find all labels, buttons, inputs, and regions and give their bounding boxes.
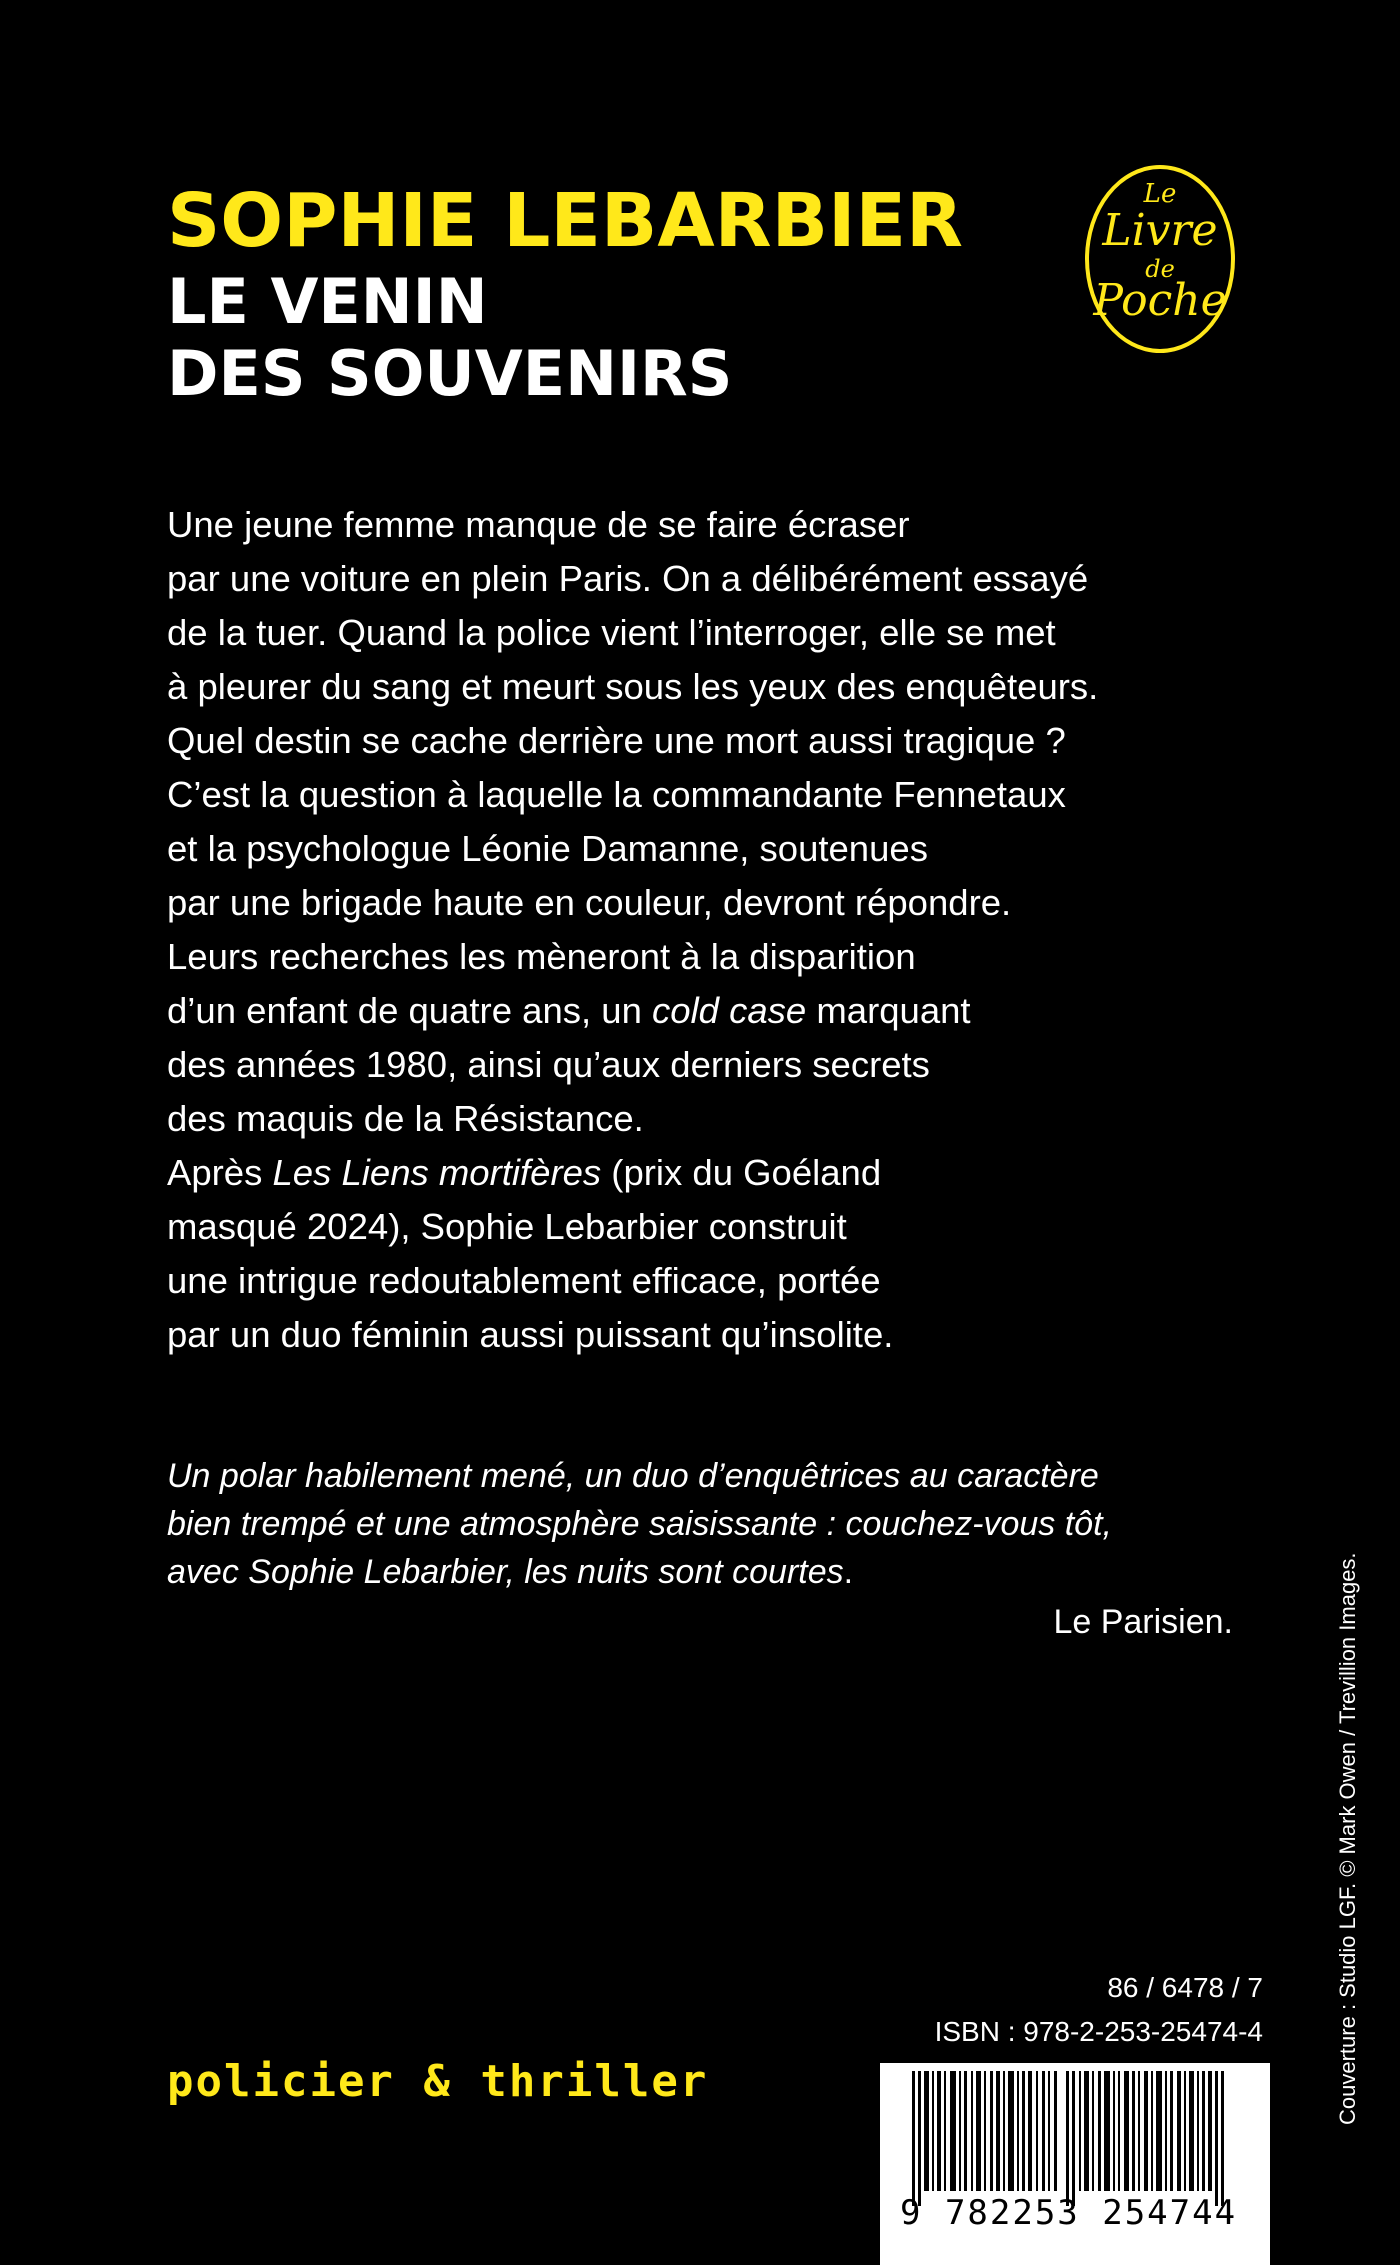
quote-text: avec Sophie Lebarbier, les nuits sont courtes <box>167 1553 844 1591</box>
book-title-line-2: DES SOUVENIRS <box>167 337 733 410</box>
blurb-line <box>167 1146 1287 1200</box>
barcode <box>880 2063 1270 2265</box>
quote-line <box>167 1548 1277 1596</box>
quote-line: bien trempé et une atmosphère saisissante : couchez-vous tôt, <box>167 1505 1112 1543</box>
quote-period: . <box>843 1553 854 1591</box>
blurb-italic-cold-case: cold case <box>652 990 807 1031</box>
book-title-line-1: LE VENIN <box>167 265 488 338</box>
logo-text-le: Le <box>1143 179 1177 209</box>
cover-credit: Couverture : Studio LGF. © Mark Owen / Trevillion Images. <box>1335 1552 1360 2125</box>
barcode-number: 9 782253 254744 <box>900 2193 1238 2233</box>
blurb-text: Après <box>167 1152 273 1193</box>
book-blurb <box>167 498 1287 1362</box>
blurb-text: marquant <box>806 990 971 1031</box>
blurb-line: à pleurer du sang et meurt sous les yeux des enquêteurs. <box>167 666 1099 707</box>
blurb-line: et la psychologue Léonie Damanne, soutenues <box>167 828 928 869</box>
blurb-line: par une brigade haute en couleur, devront répondre. <box>167 882 1012 923</box>
blurb-line: une intrigue redoutablement efficace, portée <box>167 1260 881 1301</box>
blurb-line: Leurs recherches les mèneront à la disparition <box>167 936 916 977</box>
logo-text-de: de <box>1145 255 1175 283</box>
isbn: ISBN : 978-2-253-25474-4 <box>934 2016 1263 2047</box>
publisher-logo <box>1085 165 1235 353</box>
blurb-line: masqué 2024), Sophie Lebarbier construit <box>167 1206 847 1247</box>
press-quote <box>167 1452 1277 1596</box>
blurb-line: C’est la question à laquelle la commandante Fennetaux <box>167 774 1066 815</box>
blurb-line: par une voiture en plein Paris. On a délibérément essayé <box>167 558 1089 599</box>
logo-text-livre: Livre <box>1102 205 1218 256</box>
blurb-italic-previous-title: Les Liens mortifères <box>272 1152 602 1193</box>
book-title <box>167 266 732 410</box>
author-name: SOPHIE LEBARBIER <box>167 178 964 264</box>
blurb-line: Une jeune femme manque de se faire écraser <box>167 504 910 545</box>
blurb-line <box>167 984 1287 1038</box>
logo-text-poche: Poche <box>1093 275 1227 326</box>
blurb-line: par un duo féminin aussi puissant qu’insolite. <box>167 1314 894 1355</box>
collection-label: policier & thriller <box>167 2056 709 2107</box>
blurb-line: des années 1980, ainsi qu’aux derniers secrets <box>167 1044 930 1085</box>
catalog-code: 86 / 6478 / 7 <box>1107 1972 1263 2003</box>
blurb-text: d’un enfant de quatre ans, un <box>167 990 653 1031</box>
barcode-bars <box>880 2063 1270 2265</box>
quote-source: Le Parisien. <box>1053 1603 1233 1641</box>
blurb-line: des maquis de la Résistance. <box>167 1098 644 1139</box>
blurb-line: Quel destin se cache derrière une mort aussi tragique ? <box>167 720 1066 761</box>
blurb-text: (prix du Goéland <box>601 1152 882 1193</box>
quote-line: Un polar habilement mené, un duo d’enquêtrices au caractère <box>167 1457 1099 1495</box>
blurb-line: de la tuer. Quand la police vient l’interroger, elle se met <box>167 612 1056 653</box>
